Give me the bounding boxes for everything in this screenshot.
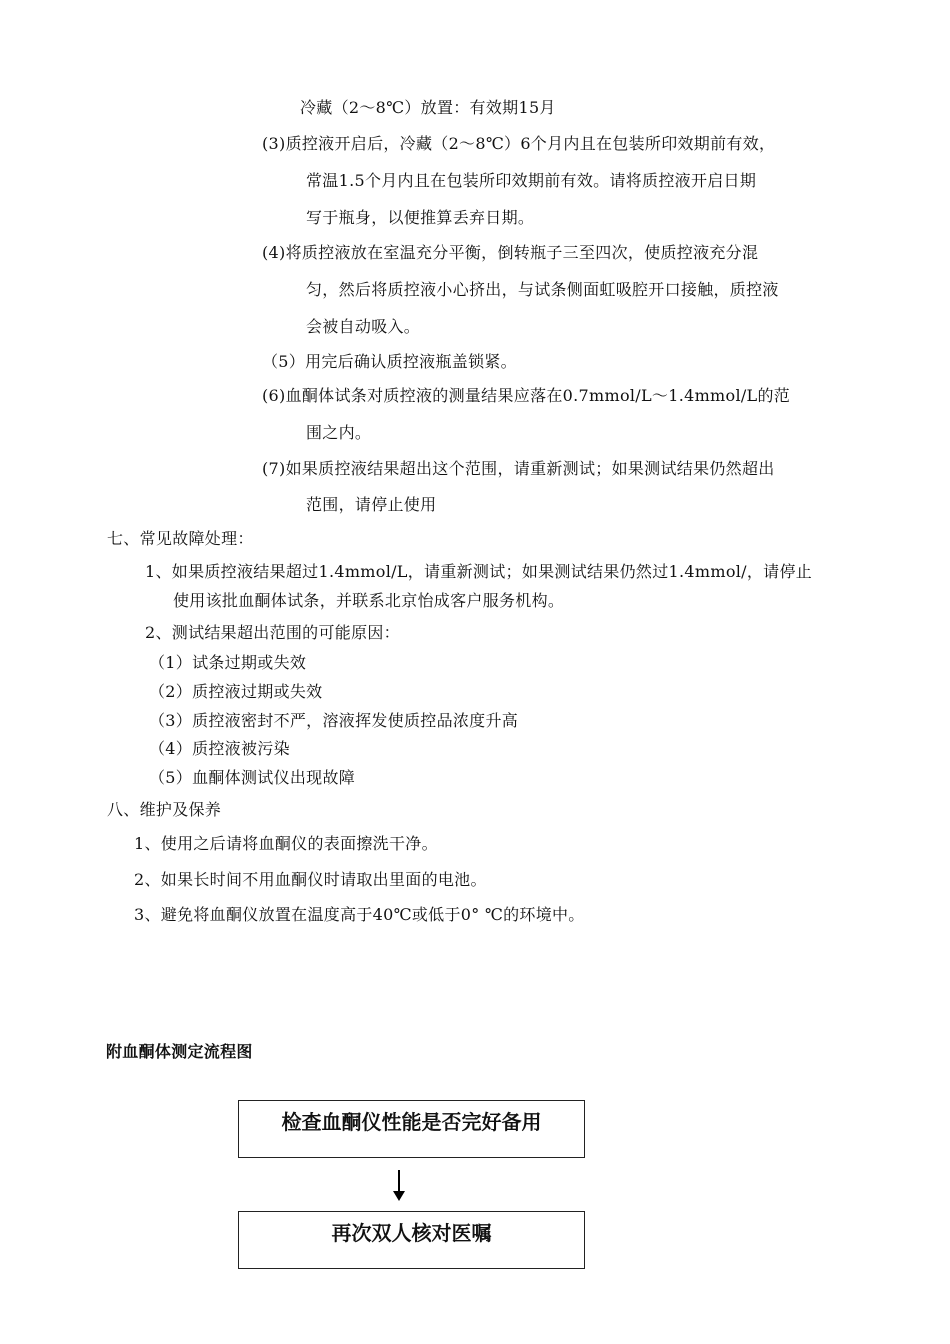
flow-arrow-down-icon (393, 1191, 405, 1201)
qc-item-3-line-1: (3)质控液开启后，冷藏（2～8℃）6个月内且在包装所印效期前有效， (262, 134, 776, 153)
flow-arrow-shaft (398, 1170, 400, 1192)
qc-item-7-line-1: (7)如果质控液结果超出这个范围，请重新测试；如果测试结果仍然超出 (262, 459, 775, 478)
section-8-heading: 八、维护及保养 (107, 800, 222, 819)
cause-item: （3）质控液密封不严，溶液挥发使质控品浓度升高 (149, 711, 519, 730)
flow-step-check-meter (238, 1100, 585, 1158)
cause-item: （1）试条过期或失效 (149, 653, 307, 672)
qc-item-6-line-2: 围之内。 (306, 423, 372, 442)
qc-item-7-line-2: 范围，请停止使用 (306, 495, 437, 514)
maintenance-item: 2、如果长时间不用血酮仪时请取出里面的电池。 (134, 870, 487, 889)
storage-line: 冷藏（2～8℃）放置：有效期15月 (300, 98, 556, 117)
qc-item-3-line-3: 写于瓶身，以便推算丢弃日期。 (306, 208, 535, 227)
qc-item-4-line-2: 匀，然后将质控液小心挤出，与试条侧面虹吸腔开口接触，质控液 (306, 280, 779, 299)
section-7-para-1-line-1: 1、如果质控液结果超过1.4mmol/L，请重新测试；如果测试结果仍然过1.4mmol/，请停止 (145, 562, 813, 581)
maintenance-item: 3、避免将血酮仪放置在温度高于40℃或低于0° ℃的环境中。 (134, 905, 585, 924)
flow-step-verify-order (238, 1211, 585, 1269)
section-7-heading: 七、常见故障处理： (107, 529, 254, 548)
cause-item: （5）血酮体测试仪出现故障 (149, 768, 356, 787)
section-7-para-2: 2、测试结果超出范围的可能原因： (145, 623, 400, 642)
qc-item-6-line-1: (6)血酮体试条对质控液的测量结果应落在0.7mmol/L～1.4mmol/L的范 (262, 386, 791, 405)
qc-item-3-line-2: 常温1.5个月内且在包装所印效期前有效。请将质控液开启日期 (306, 171, 757, 190)
qc-item-4-line-1: (4)将质控液放在室温充分平衡，倒转瓶子三至四次，使质控液充分混 (262, 243, 759, 262)
cause-item: （4）质控液被污染 (149, 739, 290, 758)
qc-item-5: （5）用完后确认质控液瓶盖锁紧。 (262, 352, 517, 371)
flow-step-label: 检查血酮仪性能是否完好备用 (281, 1110, 542, 1134)
flowchart-title: 附血酮体测定流程图 (106, 1042, 253, 1061)
maintenance-item: 1、使用之后请将血酮仪的表面擦洗干净。 (134, 834, 438, 853)
section-7-para-1-line-2: 使用该批血酮体试条，并联系北京怡成客户服务机构。 (173, 591, 565, 610)
cause-item: （2）质控液过期或失效 (149, 682, 323, 701)
flow-step-label: 再次双人核对医嘱 (331, 1221, 492, 1245)
qc-item-4-line-3: 会被自动吸入。 (306, 317, 421, 336)
